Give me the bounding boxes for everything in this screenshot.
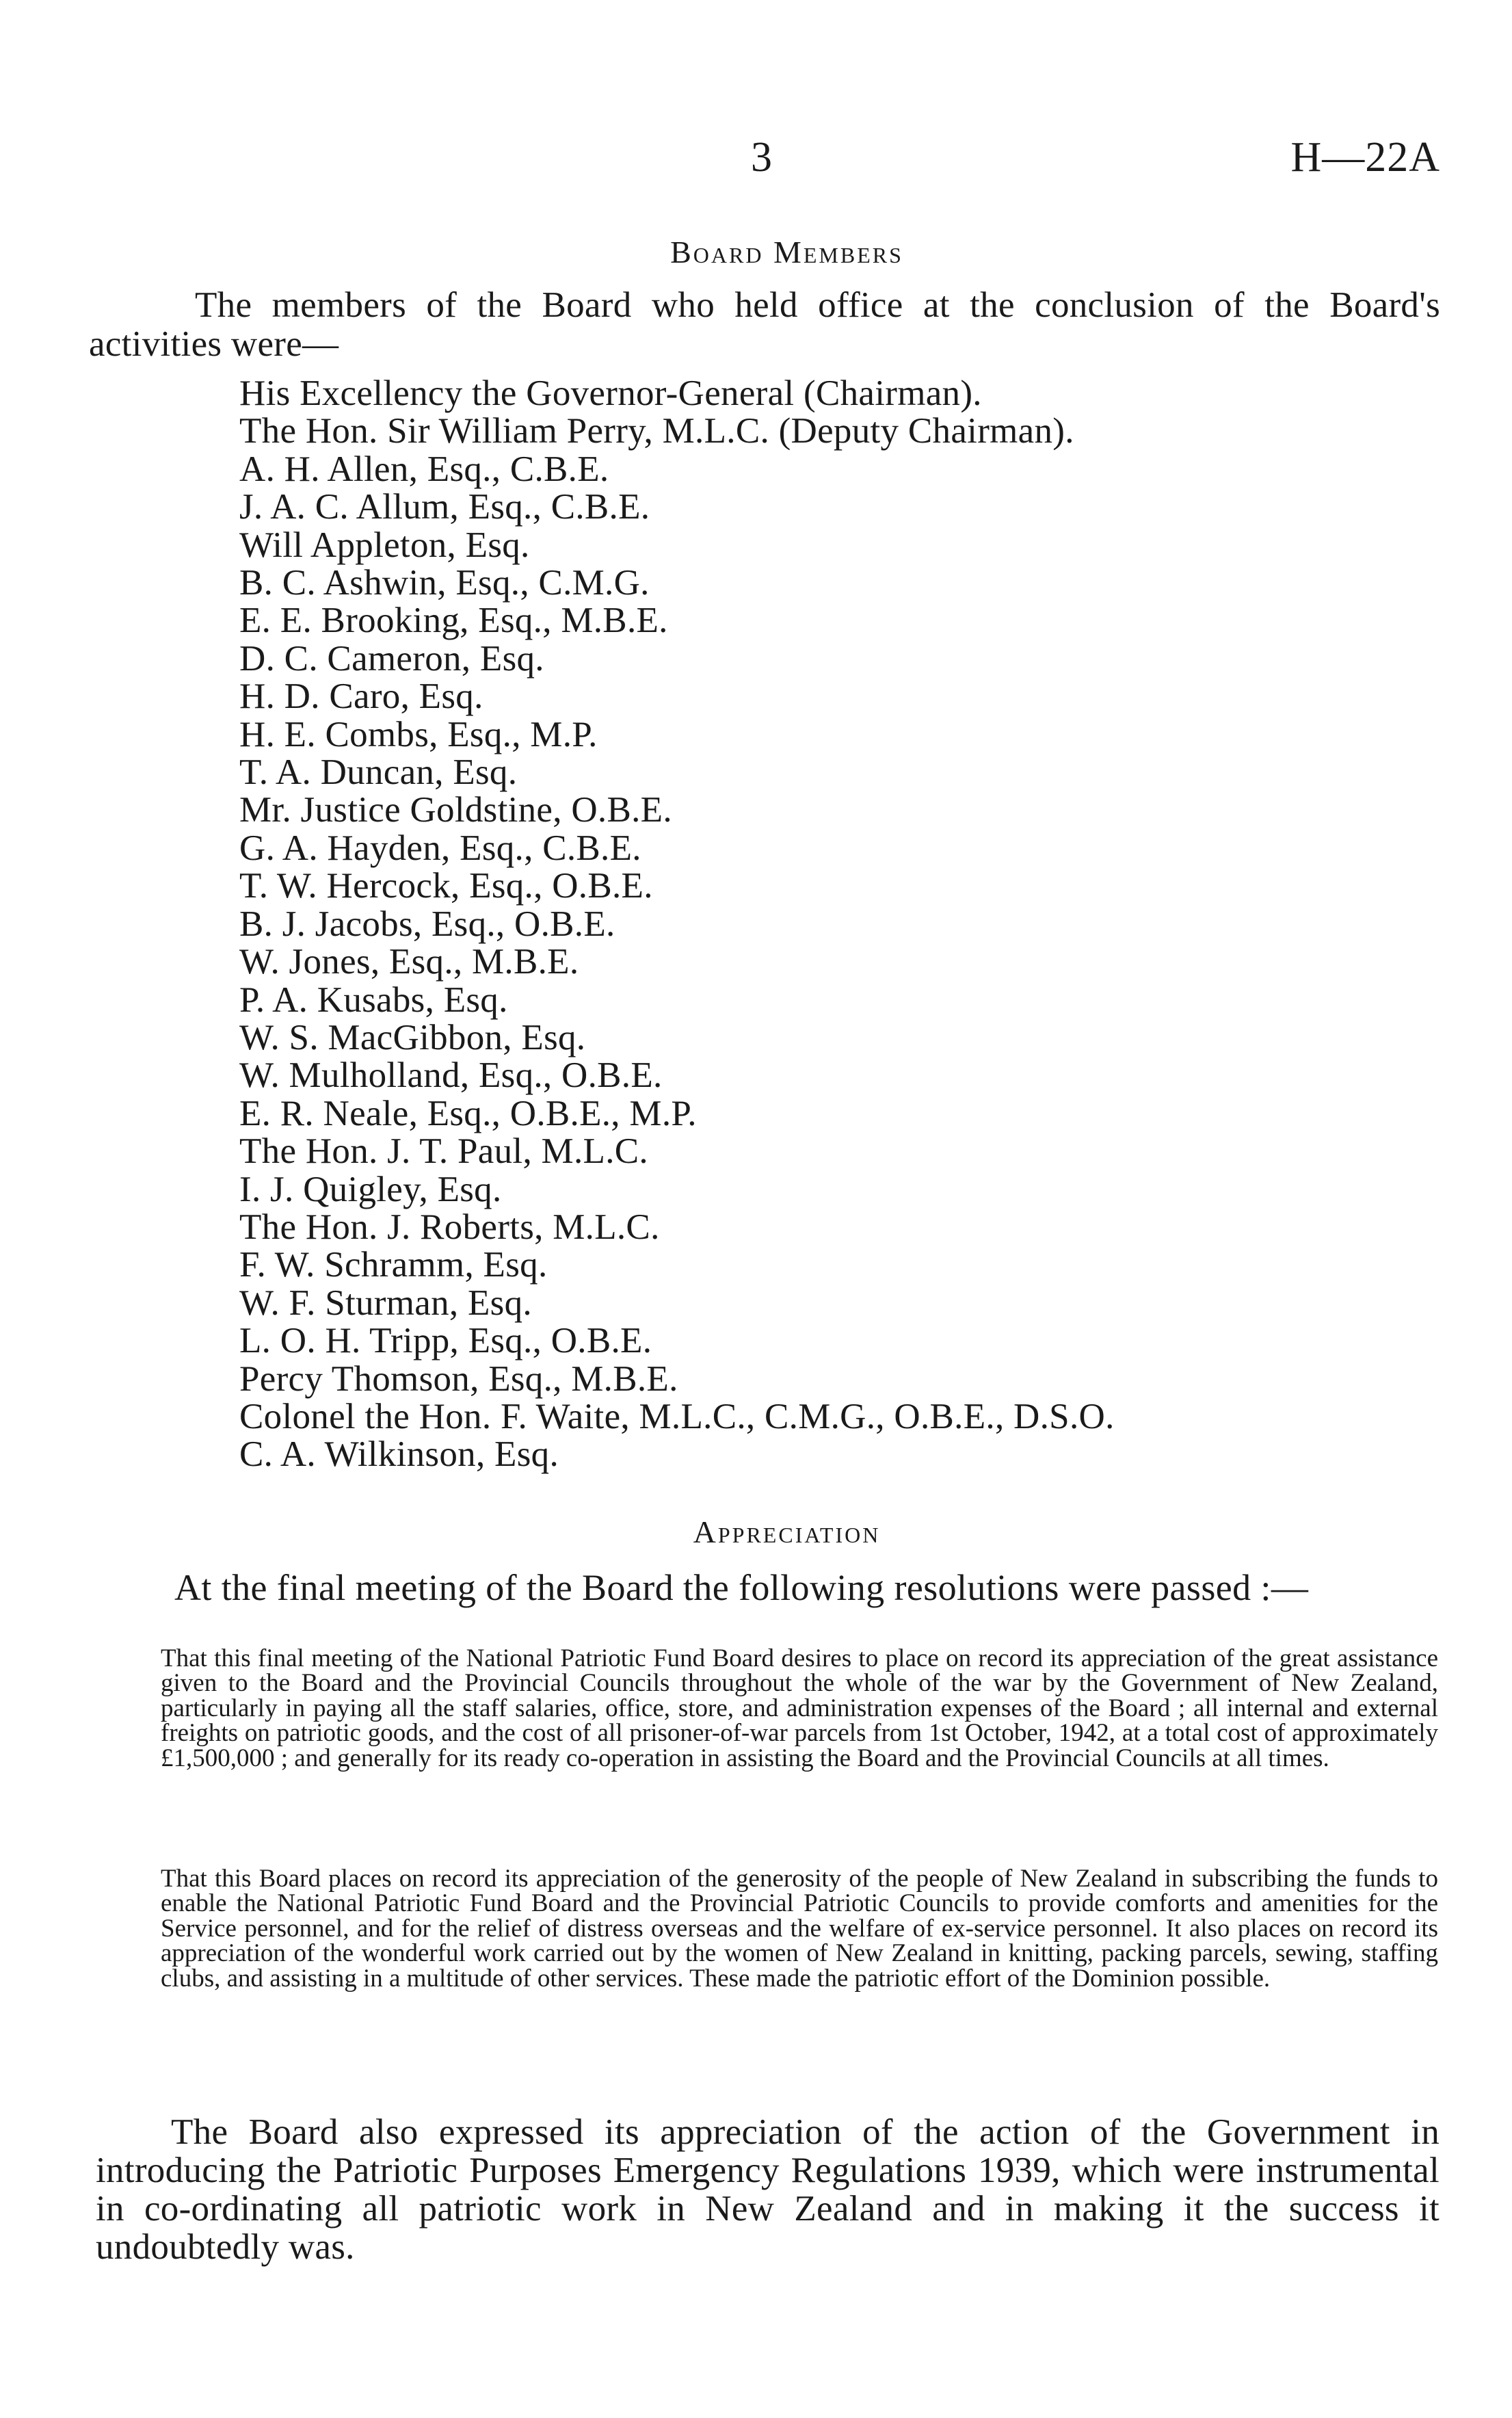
member-item: C. A. Wilkinson, Esq.: [239, 1434, 559, 1475]
member-item: W. F. Sturman, Esq.: [239, 1283, 532, 1323]
document-reference: H—22A: [1290, 134, 1440, 181]
member-item: I. J. Quigley, Esq.: [239, 1169, 502, 1209]
member-item: L. O. H. Tripp, Esq., O.B.E.: [239, 1321, 652, 1361]
member-item: D. C. Cameron, Esq.: [239, 638, 544, 679]
member-item: E. E. Brooking, Esq., M.B.E.: [239, 601, 668, 641]
member-item: P. A. Kusabs, Esq.: [239, 980, 508, 1020]
member-item: J. A. C. Allum, Esq., C.B.E.: [239, 487, 650, 527]
member-item: W. Jones, Esq., M.B.E.: [239, 942, 579, 982]
member-item: H. E. Combs, Esq., M.P.: [239, 714, 598, 754]
member-item: B. J. Jacobs, Esq., O.B.E.: [239, 904, 615, 944]
member-item: W. S. MacGibbon, Esq.: [239, 1017, 586, 1057]
resolution-paragraph-2: That this Board places on record its appreciation of the generosity of the people of New Zealand in subscribing the funds to enable the National Patriotic Fund Board and the Provincial Patriotic Councils to provide comforts and amenities for the Service personnel, and for the relief of distress overseas and the welfare of ex-service personnel. It also places on record its appreciation of the wonderful work carried out by the women of New Zealand in knitting, packing parcels, sewing, staffing clubs, and assisting in a multitude of other services. These made the patriotic effort of the Dominion possible.: [161, 1865, 1438, 1993]
resolution-paragraph-1: That this final meeting of the National Patriotic Fund Board desires to place on record its appreciation of the great assistance given to the Board and the Provincial Councils throughout the whole of the war by the Government of New Zealand, particularly in paying all the staff salaries, office, store, and administration expenses of the Board ; all internal and external freights on patriotic goods, and the cost of all prisoner-of-war parcels from 1st October, 1942, at a total cost of approximately £1,500,000 ; and generally for its ready co-operation in assisting the Board and the Provincial Councils at all times.: [161, 1644, 1438, 1772]
member-item: T. W. Hercock, Esq., O.B.E.: [239, 866, 653, 906]
member-item: The Hon. Sir William Perry, M.L.C. (Deputy Chairman).: [239, 411, 1074, 451]
page-number: 3: [751, 134, 772, 181]
member-item: H. D. Caro, Esq.: [239, 676, 483, 717]
board-members-heading: Board Members: [670, 235, 903, 270]
member-item: The Hon. J. T. Paul, M.L.C.: [239, 1131, 648, 1172]
member-item: F. W. Schramm, Esq.: [239, 1245, 548, 1285]
member-item: The Hon. J. Roberts, M.L.C.: [239, 1207, 660, 1247]
member-item: Percy Thomson, Esq., M.B.E.: [239, 1358, 678, 1399]
resolutions-lead: At the final meeting of the Board the following resolutions were passed :—: [174, 1567, 1309, 1608]
member-item: W. Mulholland, Esq., O.B.E.: [239, 1055, 663, 1096]
member-item: A. H. Allen, Esq., C.B.E.: [239, 449, 609, 489]
appreciation-heading: Appreciation: [693, 1514, 881, 1549]
member-item: Will Appleton, Esq.: [239, 525, 530, 565]
closing-paragraph: The Board also expressed its appreciation of the action of the Government in introducing the Patriotic Purposes Emergency Regulations 1939, which were instrumental in co-ordinating all patriotic work in New Zealand and in making it the success it undoubtedly was.: [96, 2112, 1440, 2267]
board-members-list: [239, 375, 1115, 1474]
member-item: T. A. Duncan, Esq.: [239, 752, 518, 793]
member-item: Mr. Justice Goldstine, O.B.E.: [239, 790, 672, 830]
board-members-intro: The members of the Board who held office at the conclusion of the Board's activities were—: [89, 285, 1440, 364]
member-item: E. R. Neale, Esq., O.B.E., M.P.: [239, 1093, 697, 1133]
member-item: His Excellency the Governor-General (Chairman).: [239, 373, 982, 413]
member-item: Colonel the Hon. F. Waite, M.L.C., C.M.G., O.B.E., D.S.O.: [239, 1396, 1115, 1436]
member-item: B. C. Ashwin, Esq., C.M.G.: [239, 563, 650, 603]
member-item: G. A. Hayden, Esq., C.B.E.: [239, 828, 641, 868]
